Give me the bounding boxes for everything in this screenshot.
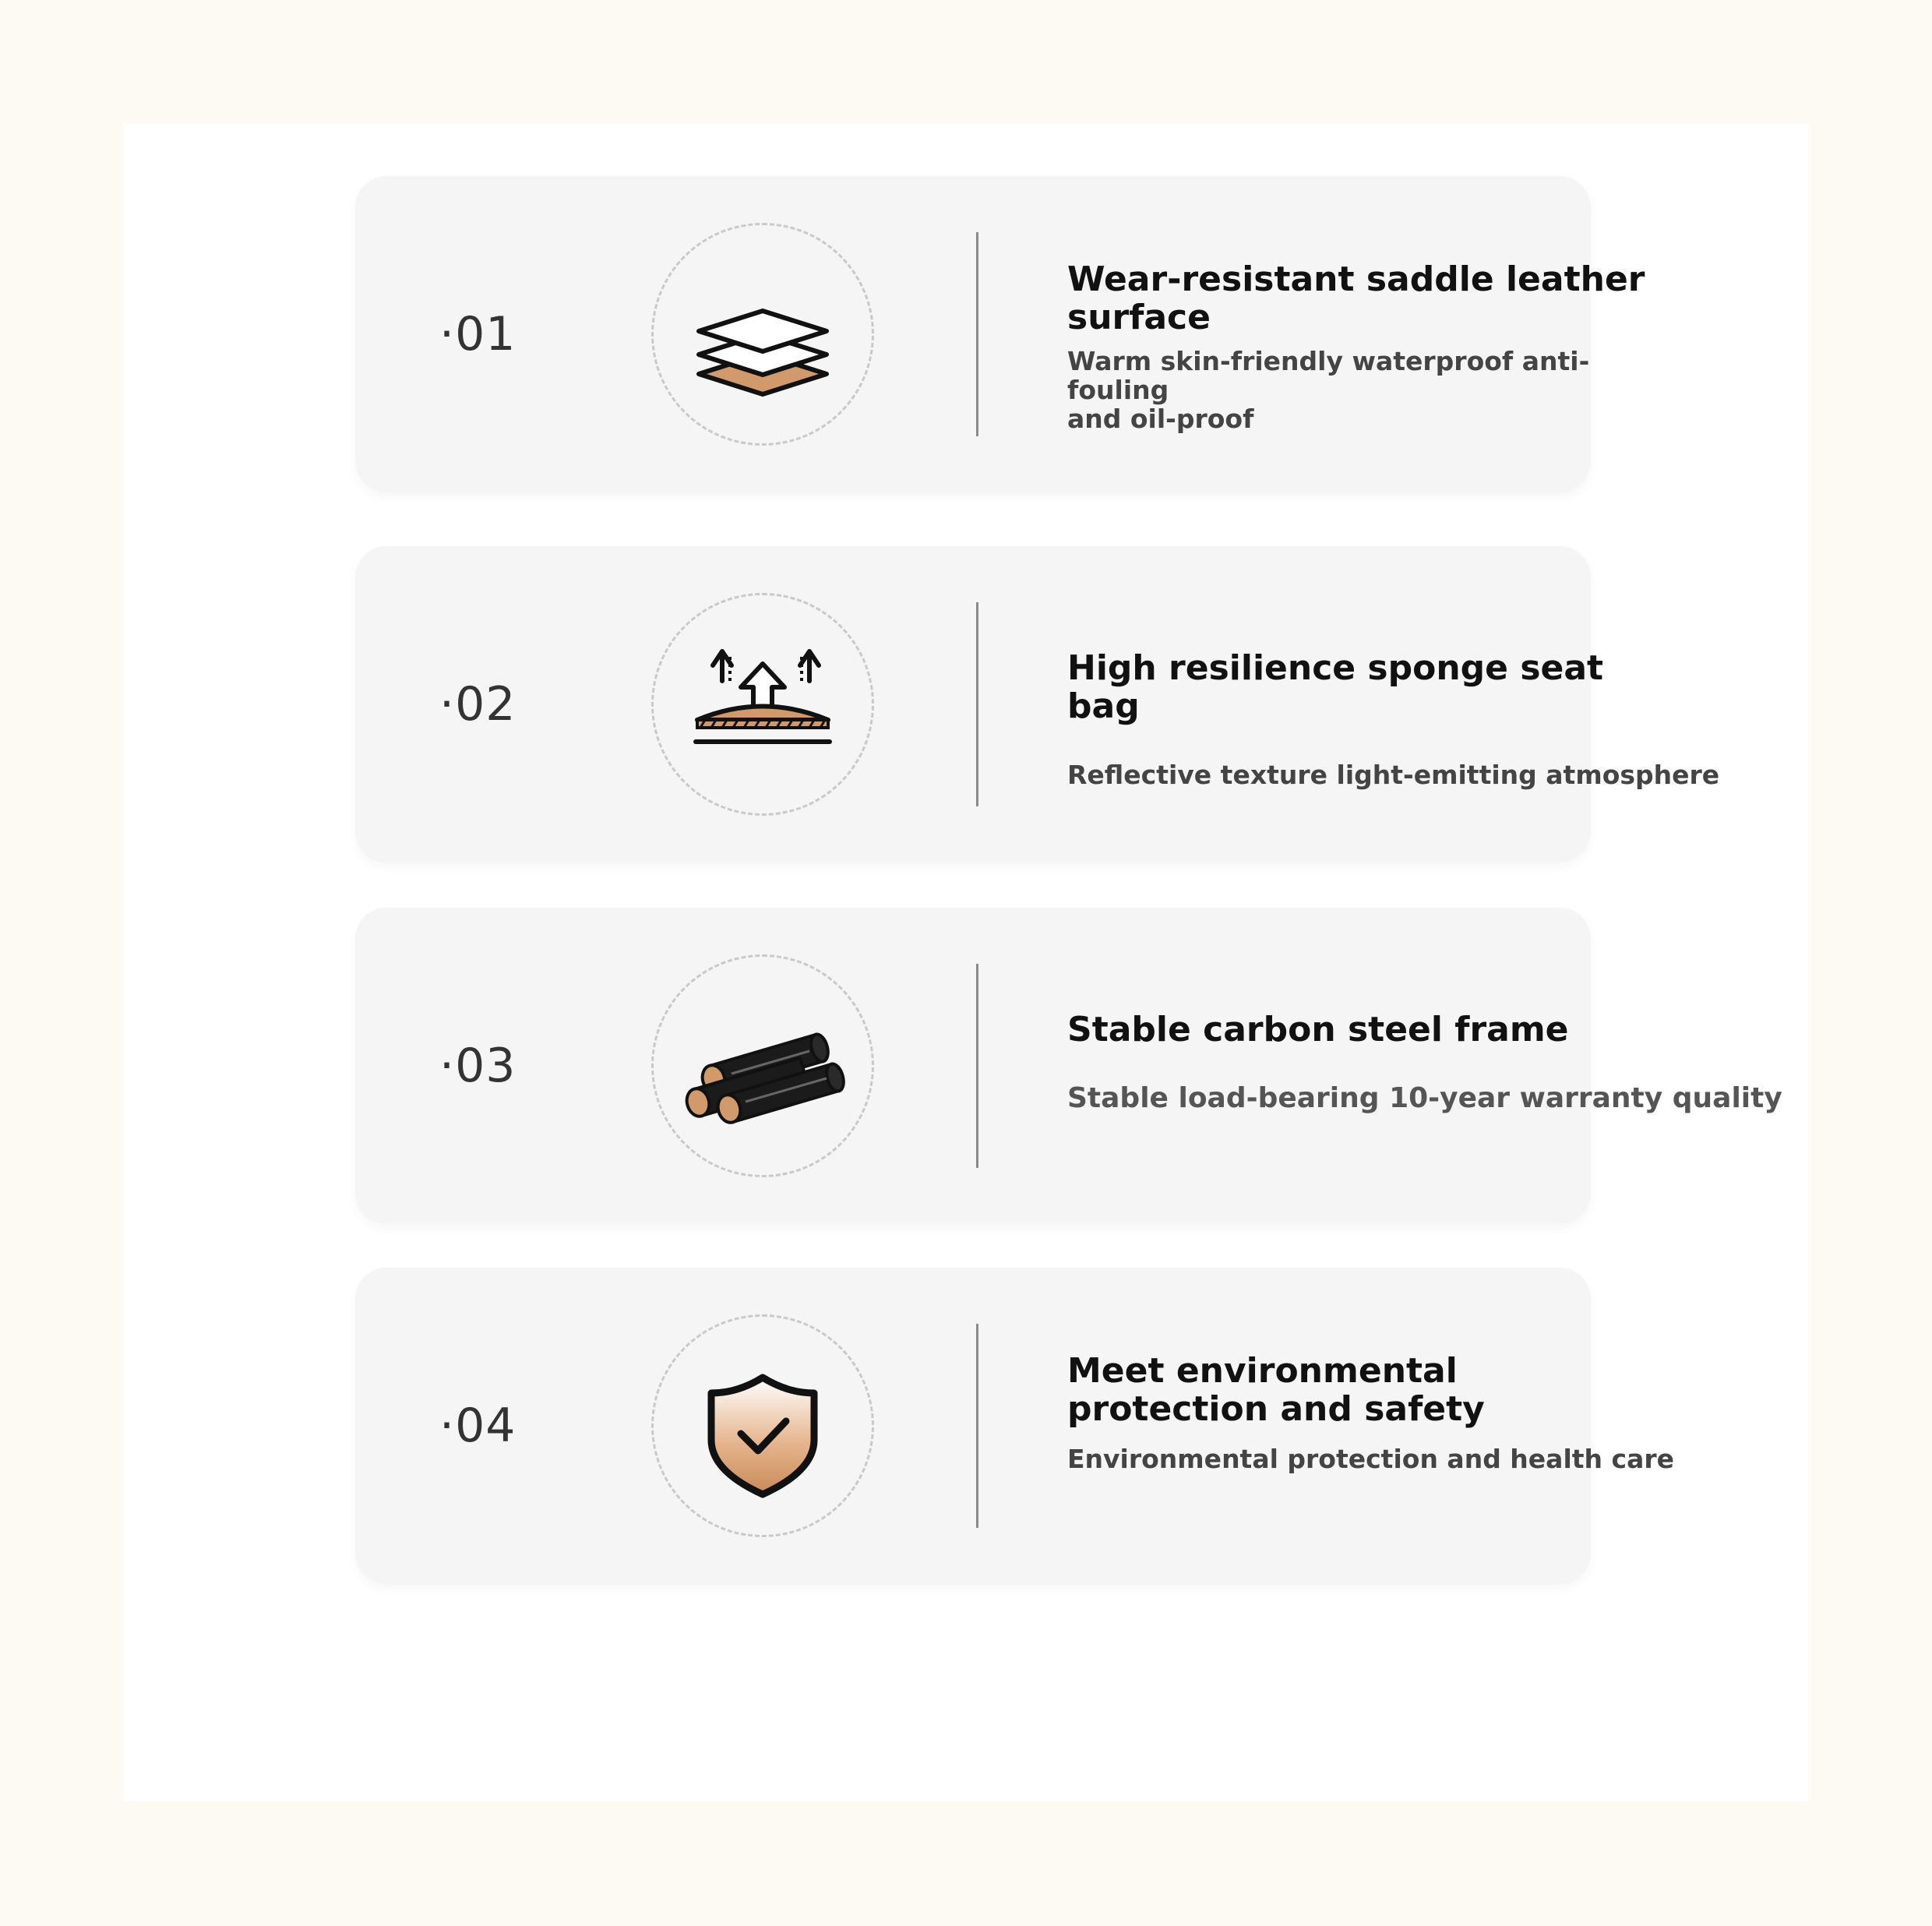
feature-title: Stable carbon steel frame <box>1067 1010 1569 1049</box>
feature-description: Reflective texture light-emitting atmosphere <box>1067 759 1720 790</box>
icon-ring <box>651 954 874 1177</box>
feature-number: ·03 <box>439 1039 516 1093</box>
feature-description: Warm skin-friendly waterproof anti-fouling and oil-proof <box>1067 345 1590 435</box>
stacked-layers-icon <box>654 225 872 443</box>
divider <box>976 964 978 1168</box>
feature-title: High resilience sponge seat bag <box>1067 648 1604 727</box>
feature-card-sponge <box>355 546 1720 862</box>
feature-description: Stable load-bearing 10-year warranty quality <box>1067 1082 1782 1115</box>
feature-card-leather <box>355 176 1645 492</box>
feature-text <box>1067 1010 1782 1115</box>
steel-tubes-icon <box>654 957 872 1175</box>
feature-number: ·04 <box>439 1399 516 1453</box>
feature-title: Wear-resistant saddle leather surface <box>1067 259 1645 338</box>
feature-text <box>1067 1351 1674 1474</box>
feature-title: Meet environmental protection and safety <box>1067 1351 1485 1430</box>
divider <box>976 232 978 436</box>
divider <box>976 1324 978 1528</box>
feature-text <box>1067 260 1659 433</box>
feature-number: ·02 <box>439 677 516 732</box>
feature-text <box>1067 648 1720 790</box>
icon-ring <box>651 1314 874 1537</box>
feature-card-eco <box>355 1268 1674 1584</box>
icon-ring <box>651 593 874 816</box>
sponge-rebound-icon <box>654 595 872 813</box>
feature-number: ·01 <box>439 307 516 362</box>
icon-ring <box>651 223 874 446</box>
divider <box>976 602 978 806</box>
feature-card-steel <box>355 908 1782 1224</box>
shield-check-icon <box>654 1317 872 1535</box>
feature-description: Environmental protection and health care <box>1067 1443 1674 1474</box>
